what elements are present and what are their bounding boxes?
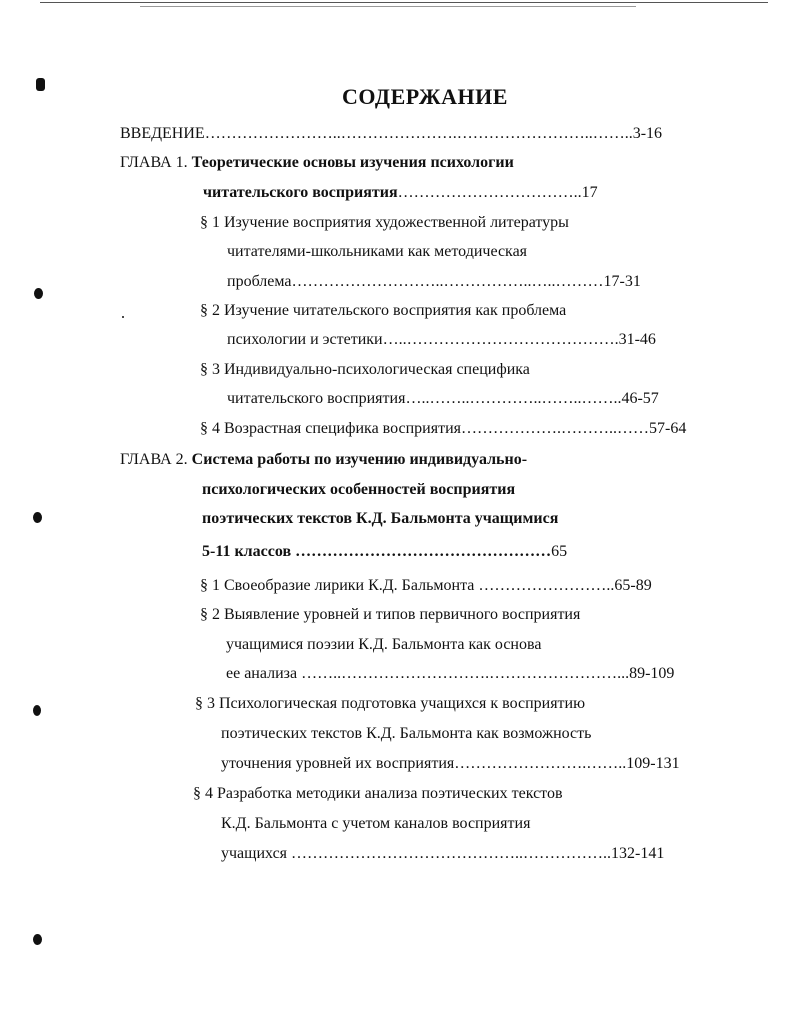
toc-section-2-2-cont [226, 635, 541, 655]
toc-section-2-3-end [221, 754, 680, 774]
toc-leader: …………………….…….. [454, 755, 627, 772]
toc-pages: 65 [551, 543, 568, 560]
toc-section-1-1-end [227, 272, 641, 292]
chapter-title: Система работы по изучению индивидуально- [191, 451, 528, 468]
section-title: § 3 Психологическая подготовка учащихся к восприятию [195, 695, 586, 712]
toc-pages: 17-31 [603, 273, 641, 290]
margin-speck [34, 288, 43, 299]
toc-section-1-1 [200, 213, 569, 233]
toc-leader: ………………………..……………..…..……… [291, 273, 604, 290]
margin-speck [33, 512, 42, 523]
section-title: § 1 Изучение восприятия художественной литературы [200, 214, 569, 231]
chapter-title-cont: психологических особенностей восприятия [202, 481, 516, 498]
section-title: § 2 Изучение читательского восприятия как проблема [200, 302, 567, 319]
chapter-prefix: ГЛАВА 1. [120, 154, 188, 171]
toc-section-2-4 [193, 784, 563, 804]
toc-leader: …..…………………………………. [382, 331, 619, 348]
toc-chapter-2 [120, 450, 527, 470]
section-title: § 1 Своеобразие лирики К.Д. Бальмонта [200, 577, 475, 594]
toc-chapter-1-cont [203, 183, 598, 203]
chapter-title-cont: 5-11 классов [202, 543, 292, 560]
toc-pages: 17 [581, 184, 598, 201]
toc-pages: 109-131 [626, 755, 680, 772]
toc-leader: …..……..…………..……..…….. [405, 390, 622, 407]
toc-label: ВВЕДЕНИЕ [120, 125, 205, 142]
section-title-cont: читателями-школьниками как методическая [227, 243, 528, 260]
margin-speck [33, 705, 41, 716]
toc-leader: …………………………….. [397, 184, 582, 201]
toc-pages: 132-141 [611, 845, 665, 862]
toc-section-1-3 [200, 360, 530, 380]
toc-section-2-4-end [221, 844, 664, 864]
toc-pages: 65-89 [614, 577, 652, 594]
toc-section-1-2-end [227, 330, 656, 350]
toc-section-1-2 [200, 301, 566, 321]
toc-pages: 89-109 [629, 665, 675, 682]
toc-pages: 3-16 [632, 125, 663, 142]
toc-pages: 31-46 [618, 331, 656, 348]
margin-speck [122, 316, 124, 318]
toc-chapter-2-cont [202, 480, 515, 500]
toc-chapter-1 [120, 153, 514, 173]
toc-chapter-2-end [202, 542, 567, 562]
chapter-title: Теоретические основы изучения психологии [191, 154, 514, 171]
toc-section-2-4-cont [221, 814, 530, 834]
chapter-title-cont: поэтических текстов К.Д. Бальмонта учащимися [202, 510, 559, 527]
chapter-title-cont: читательского восприятия [203, 184, 398, 201]
toc-section-1-4 [200, 419, 686, 439]
toc-section-2-1 [200, 576, 652, 596]
section-title-cont: психологии и эстетики [227, 331, 383, 348]
section-title: § 2 Выявление уровней и типов первичного восприятия [200, 606, 581, 623]
toc-section-2-3-cont [221, 724, 591, 744]
toc-leader: ……………………………………..…………….. [291, 845, 612, 862]
toc-leader: ……..……………………….……………………... [301, 665, 630, 682]
top-border-line [40, 2, 768, 3]
toc-pages: 46-57 [621, 390, 659, 407]
toc-section-2-2-end [226, 664, 674, 684]
toc-leader: ………………………………………… [295, 543, 552, 560]
section-title-cont: уточнения уровней их восприятия [221, 755, 455, 772]
section-title-cont: читательского восприятия [227, 390, 406, 407]
page-title: СОДЕРЖАНИЕ [342, 84, 508, 109]
toc-section-1-3-end [227, 389, 659, 409]
section-title-cont: ее анализа [226, 665, 298, 682]
toc-pages: 57-64 [649, 420, 687, 437]
toc-section-2-2 [200, 605, 580, 625]
section-title: § 4 Разработка методики анализа поэтических текстов [193, 785, 563, 802]
top-border-line-2 [140, 6, 636, 7]
section-title-cont: учащимися поэзии К.Д. Бальмонта как основа [226, 636, 542, 653]
section-title-cont: поэтических текстов К.Д. Бальмонта как возможность [221, 725, 592, 742]
toc-entry-intro [120, 124, 662, 144]
toc-section-2-3 [195, 694, 585, 714]
section-title-cont: проблема [227, 273, 292, 290]
chapter-prefix: ГЛАВА 2. [120, 451, 188, 468]
margin-speck [33, 934, 42, 945]
section-title: § 3 Индивидуально-психологическая специфика [200, 361, 530, 378]
section-title-cont: К.Д. Бальмонта с учетом каналов восприятия [221, 815, 531, 832]
toc-leader: ……………….………..…… [461, 420, 650, 437]
toc-section-1-1-cont [227, 242, 527, 262]
section-title-cont: учащихся [221, 845, 288, 862]
toc-leader: ……………………..………………….……………………..…….. [204, 125, 633, 142]
section-title: § 4 Возрастная специфика восприятия [200, 420, 462, 437]
toc-leader: …………………….. [478, 577, 615, 594]
toc-chapter-2-cont [202, 509, 558, 529]
